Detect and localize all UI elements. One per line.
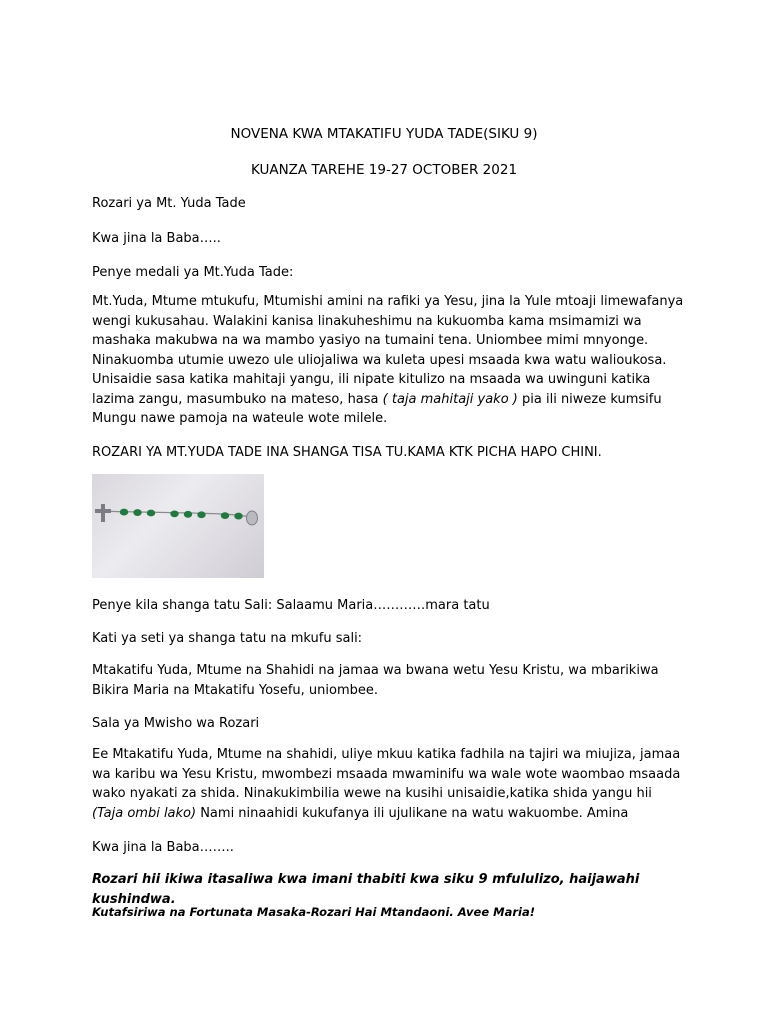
document-subtitle: KUANZA TAREHE 19-27 OCTOBER 2021 (250, 162, 518, 178)
shanga-tatu-text: : Salaamu Maria…………mara tatu (267, 598, 490, 613)
rozari-heading: Rozari ya Mt. Yuda Tade (92, 196, 246, 211)
seti-heading: Kati ya seti ya shanga tatu na mkufu sali: (92, 631, 363, 646)
rosary-bead (120, 509, 128, 516)
rosary-photo (92, 474, 264, 578)
mwisho-prayer (92, 745, 684, 823)
rosary-bead (133, 509, 141, 516)
kwa-jina-line-2: Kwa jina la Baba…….. (92, 840, 234, 855)
shanga-tatu-label: Penye kila shanga tatu Sali (92, 598, 268, 613)
credit-line: Kutafsiriwa na Fortunata Masaka-Rozari Hai Mtandaoni. Avee Maria! (92, 905, 535, 919)
cross-icon (95, 504, 111, 522)
document-title: NOVENA KWA MTAKATIFU YUDA TADE(SIKU 9) (230, 126, 538, 142)
shanga-tatu-line (92, 596, 684, 616)
mwisho-prayer-text-1: Ee Mtakatifu Yuda, Mtume na shahidi, uliye mkuu katika fadhila na tajiri wa miujiza, jamaa wa karibu wa Yesu Kristu, mwombezi msaada mwaminifu wa wale wote waombao msaada wako nyakati za shida. Ninakukimbilia wewe na kusihi unisaidie,katika shida yangu hii (92, 747, 681, 801)
rosary-bead (234, 513, 242, 520)
mwisho-heading: Sala ya Mwisho wa Rozari (92, 716, 260, 731)
mwisho-prayer-text-2: Nami ninaahidi kukufanya ili ujulikane na watu wakuombe. Amina (196, 805, 629, 821)
shanga-heading: ROZARI YA MT.YUDA TADE INA SHANGA TISA TU.KAMA KTK PICHA HAPO CHINI. (92, 445, 602, 460)
rosary-beads (120, 509, 256, 520)
medal-icon (247, 511, 258, 525)
medali-prayer-text-1: Mt.Yuda, Mtume mtukufu, Mtumishi amini na rafiki ya Yesu, jina la Yule mtoaji limewafanya wengi kukusahau. Walakini kanisa linakuheshimu na kukuomba kama msimamizi wa mashaka makubwa na wa mambo yasiyo na tumaini tena. Uniombee mimi mnyonge. Ninakuomba utumie uwezo ule uliojaliwa wa kuleta upesi msaada kwa watu walioukosa. Unisaidie sasa katika mahitaji yangu, ili nipate kitulizo na msaada wa uwinguni katika lazima zangu, masumbuko na mateso, hasa (92, 294, 684, 407)
medali-heading: Penye medali ya Mt.Yuda Tade: (92, 265, 294, 280)
medali-prayer-italic: ( taja mahitaji yako ) (382, 391, 518, 407)
rosary-bead (184, 511, 192, 518)
kwa-jina-line-1: Kwa jina la Baba….. (92, 231, 221, 246)
seti-prayer: Mtakatifu Yuda, Mtume na Shahidi na jamaa wa bwana wetu Yesu Kristu, wa mbarikiwa Bikira Maria na Mtakatifu Yosefu, uniombee. (92, 663, 659, 698)
medali-prayer-text-2: pia ili niweze kumsifu Mungu nawe pamoja na wateule wote milele. (92, 391, 662, 426)
closing-note: Rozari hii ikiwa itasaliwa kwa imani thabiti kwa siku 9 mfululizo, haijawahi kushindwa. (92, 872, 640, 907)
rosary-bead (197, 511, 205, 518)
rosary-bead (170, 510, 178, 517)
rosary-bead (221, 512, 229, 519)
rosary-bead (147, 510, 155, 517)
mwisho-prayer-italic: (Taja ombi lako) (92, 805, 197, 821)
medali-prayer (92, 292, 684, 429)
